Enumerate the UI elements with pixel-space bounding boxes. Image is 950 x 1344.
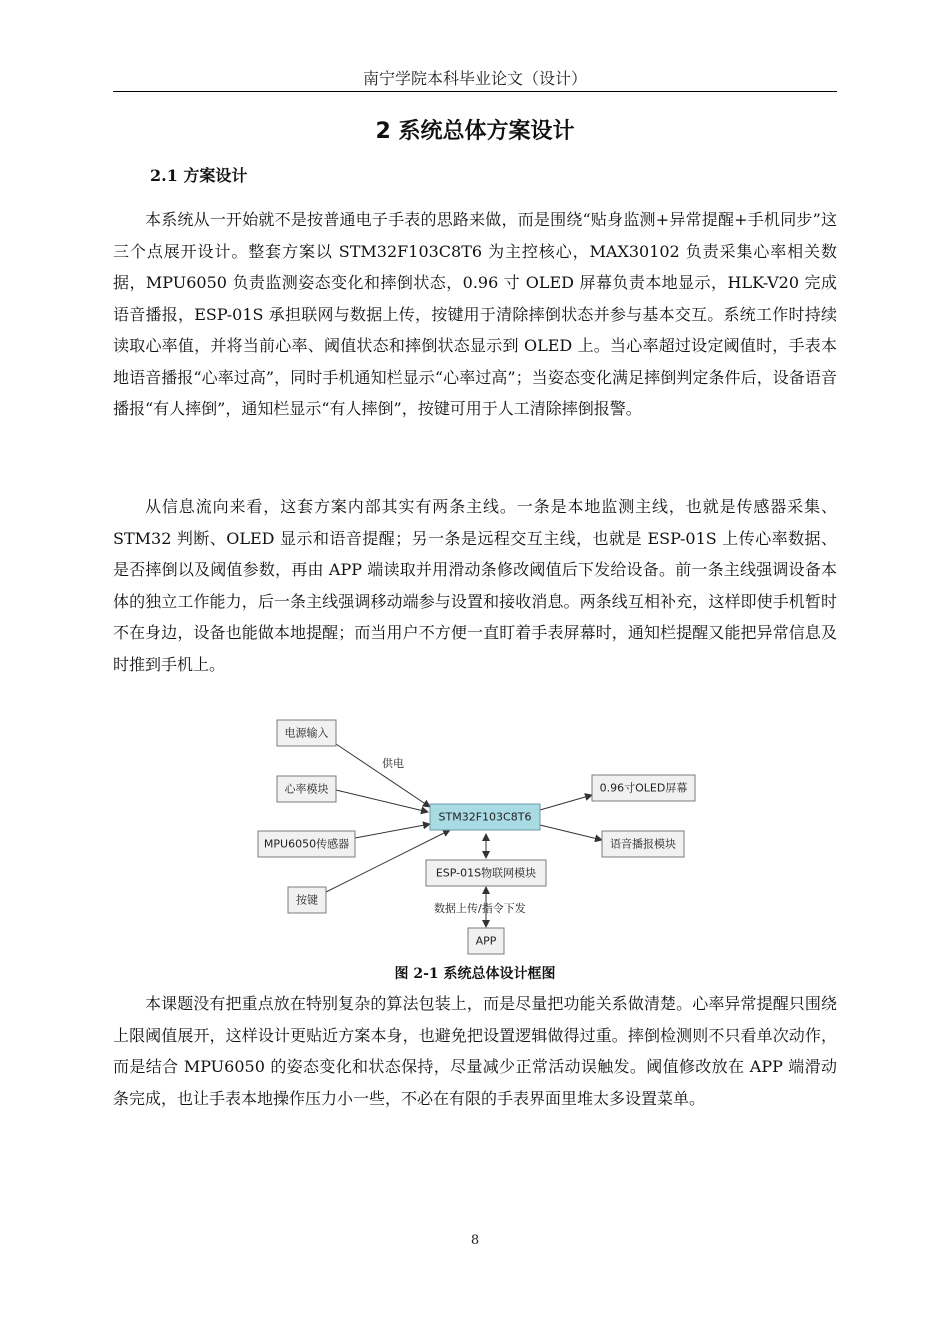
running-header: 南宁学院本科毕业论文（设计） [362,69,587,88]
body-paragraph-1: 本系统从一开始就不是按普通电子手表的思路来做，而是围绕“贴身监测+异常提醒+手机同步”这三个点展开设计。整套方案以 STM32F103C8T6 为主控核心，MAX30102 负责采集心率相关数据，MPU6050 负责监测姿态变化和摔倒状态，0.96 寸 OLED 屏幕负责本地显示，HLK-V20 完成语音播报，ESP-01S 承担联网与数据上传，按键用于清除摔倒状态并参与基本交互。系统工作时持续读取心率值，并将当前心率、阈值状态和摔倒状态显示到 OLED 上。当心率超过设定阈值时，手表本地语音播报“心率过高”，同时手机通知栏显示“心率过高”；当姿态变化满足摔倒判定条件后，设备语音播报“有人摔倒”，通知栏显示“有人摔倒”，按键可用于人工清除摔倒报警。 [113,210,837,418]
body-paragraph-2: 从信息流向来看，这套方案内部其实有两条主线。一条是本地监测主线，也就是传感器采集、STM32 判断、OLED 显示和语音提醒；另一条是远程交互主线，也就是 ESP-01S 上传心率数据、是否摔倒以及阈值参数，再由 APP 端读取并用滑动条修改阈值后下发给设备。前一条主线强调设备本体的独立工作能力，后一条主线强调移动端参与设置和接收消息。两条线互相补充，这样即使手机暂时不在身边，设备也能做本地提醒；而当用户不方便一直盯着手表屏幕时，通知栏提醒又能把异常信息及时推到手机上。 [113,497,837,674]
page-number: 8 [470,1233,480,1248]
header-rule [113,91,837,92]
node-power-input [277,720,336,746]
node-label: 语音播报模块 [610,837,676,851]
node-voice-module [602,831,684,857]
node-oled-screen [592,775,695,801]
edge-mpu-to-mcu [355,824,430,838]
node-app [468,928,504,954]
node-label: MPU6050传感器 [263,837,350,851]
edge-label-power-supply: 供电 [382,757,404,770]
node-label: 心率模块 [284,782,329,796]
node-mpu6050-sensor [258,831,355,857]
node-heart-rate-module [277,776,336,802]
node-label: ESP-01S物联网模块 [435,866,537,880]
body-paragraph-3: 本课题没有把重点放在特别复杂的算法包装上，而是尽量把功能关系做清楚。心率异常提醒只围绕上限阈值展开，这样设计更贴近方案本身，也避免把设置逻辑做得过重。摔倒检测则不只看单次动作，而是结合 MPU6050 的姿态变化和状态保持，尽量减少正常活动误触发。阈值修改放在 APP 端滑动条完成，也让手表本地操作压力小一些，不必在有限的手表界面里堆太多设置菜单。 [113,994,837,1108]
block-diagram-svg [250,712,710,962]
node-label: STM32F103C8T6 [438,810,532,824]
figure-caption: 图 2-1 系统总体设计框图 [394,966,556,982]
system-block-diagram [250,712,710,962]
edge-label-upload-command: 数据上传/指令下发 [434,902,526,915]
node-stm32-mcu [430,804,540,830]
chapter-title: 2 系统总体方案设计 [375,119,575,144]
node-key [288,887,326,913]
node-label: 电源输入 [284,726,329,740]
node-esp01s-module [426,860,546,886]
edge-power-to-mcu [336,744,430,807]
node-label: APP [475,934,497,948]
node-label: 0.96寸OLED屏幕 [599,781,688,795]
edge-mcu-to-oled [540,795,592,810]
section-title: 2.1 方案设计 [150,166,248,185]
edge-mcu-to-voice [540,825,602,840]
node-label: 按键 [296,893,318,907]
edge-heart-to-mcu [336,790,428,812]
